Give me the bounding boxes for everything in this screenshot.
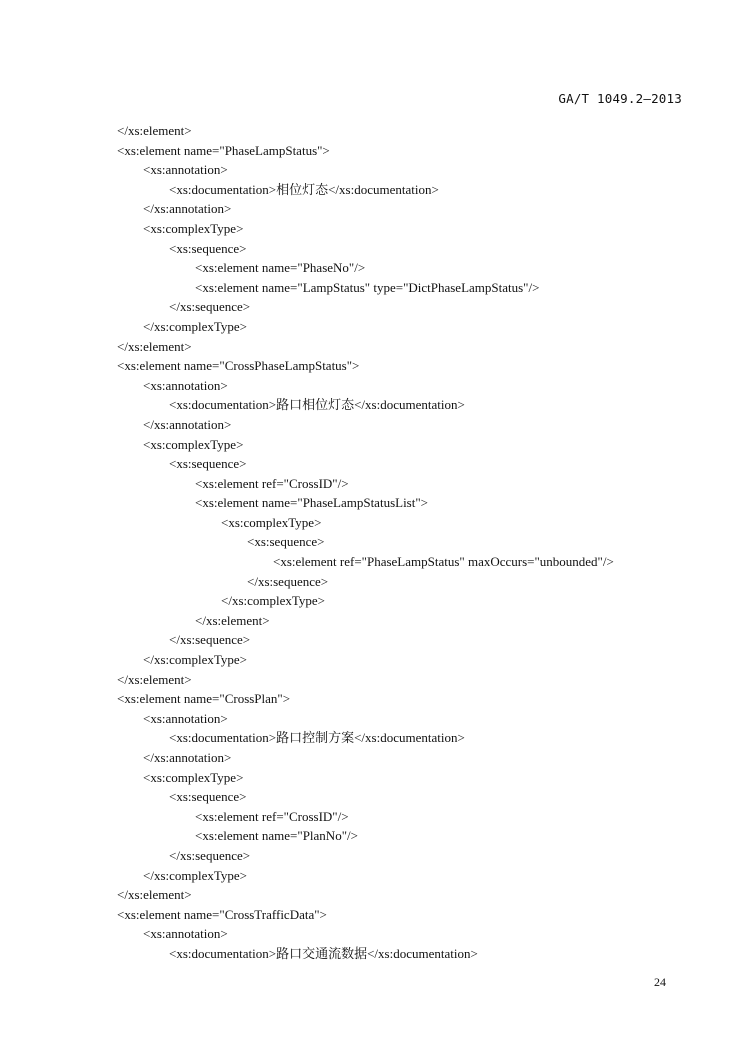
code-line: <xs:element name="LampStatus" type="DictPhaseLampStatus"/> bbox=[195, 279, 540, 295]
xml-schema-code-block bbox=[117, 121, 710, 964]
code-line: <xs:sequence> bbox=[169, 456, 247, 472]
code-line: </xs:element> bbox=[117, 338, 192, 354]
code-line: <xs:element name="PhaseNo"/> bbox=[195, 260, 366, 276]
code-line: <xs:element name="CrossPlan"> bbox=[117, 691, 291, 707]
code-line: <xs:documentation>相位灯态</xs:documentation> bbox=[169, 181, 439, 197]
code-line: <xs:complexType> bbox=[143, 769, 244, 785]
code-line: <xs:complexType> bbox=[143, 436, 244, 452]
code-line: </xs:complexType> bbox=[143, 867, 248, 883]
code-line: <xs:element name="CrossPhaseLampStatus"> bbox=[117, 358, 360, 374]
code-line: <xs:annotation> bbox=[143, 926, 228, 942]
code-line: </xs:sequence> bbox=[169, 299, 251, 315]
code-line: <xs:sequence> bbox=[169, 240, 247, 256]
code-line: </xs:complexType> bbox=[143, 652, 248, 668]
code-line: </xs:annotation> bbox=[143, 201, 232, 217]
code-line: <xs:complexType> bbox=[221, 514, 322, 530]
code-line: </xs:sequence> bbox=[169, 847, 251, 863]
code-line: </xs:element> bbox=[117, 671, 192, 687]
code-line: </xs:annotation> bbox=[143, 416, 232, 432]
page-number: 24 bbox=[654, 975, 666, 989]
code-line: <xs:element ref="PhaseLampStatus" maxOccurs="unbounded"/> bbox=[273, 554, 614, 570]
code-line: <xs:element name="PhaseLampStatusList"> bbox=[195, 495, 428, 511]
code-line: <xs:documentation>路口交通流数据</xs:documentation> bbox=[169, 945, 478, 961]
code-line: <xs:sequence> bbox=[247, 534, 325, 550]
code-line: <xs:sequence> bbox=[169, 789, 247, 805]
code-line: </xs:complexType> bbox=[221, 593, 326, 609]
code-line: <xs:element ref="CrossID"/> bbox=[195, 808, 349, 824]
code-line: <xs:annotation> bbox=[143, 162, 228, 178]
code-line: <xs:documentation>路口相位灯态</xs:documentation> bbox=[169, 397, 465, 413]
code-line: <xs:element ref="CrossID"/> bbox=[195, 475, 349, 491]
code-line: <xs:element name="PhaseLampStatus"> bbox=[117, 142, 330, 158]
code-line: <xs:documentation>路口控制方案</xs:documentation> bbox=[169, 730, 465, 746]
page-header-standard-id: GA/T 1049.2—2013 bbox=[558, 91, 682, 106]
code-line: </xs:sequence> bbox=[169, 632, 251, 648]
code-line: </xs:complexType> bbox=[143, 318, 248, 334]
code-line: <xs:element name="PlanNo"/> bbox=[195, 828, 358, 844]
code-line: </xs:element> bbox=[195, 612, 270, 628]
code-line: <xs:complexType> bbox=[143, 220, 244, 236]
code-line: </xs:sequence> bbox=[247, 573, 329, 589]
code-line: <xs:annotation> bbox=[143, 710, 228, 726]
code-line: <xs:annotation> bbox=[143, 377, 228, 393]
code-line: <xs:element name="CrossTrafficData"> bbox=[117, 906, 327, 922]
code-line: </xs:annotation> bbox=[143, 750, 232, 765]
code-line: </xs:element> bbox=[117, 887, 192, 903]
code-line: </xs:element> bbox=[117, 123, 192, 138]
